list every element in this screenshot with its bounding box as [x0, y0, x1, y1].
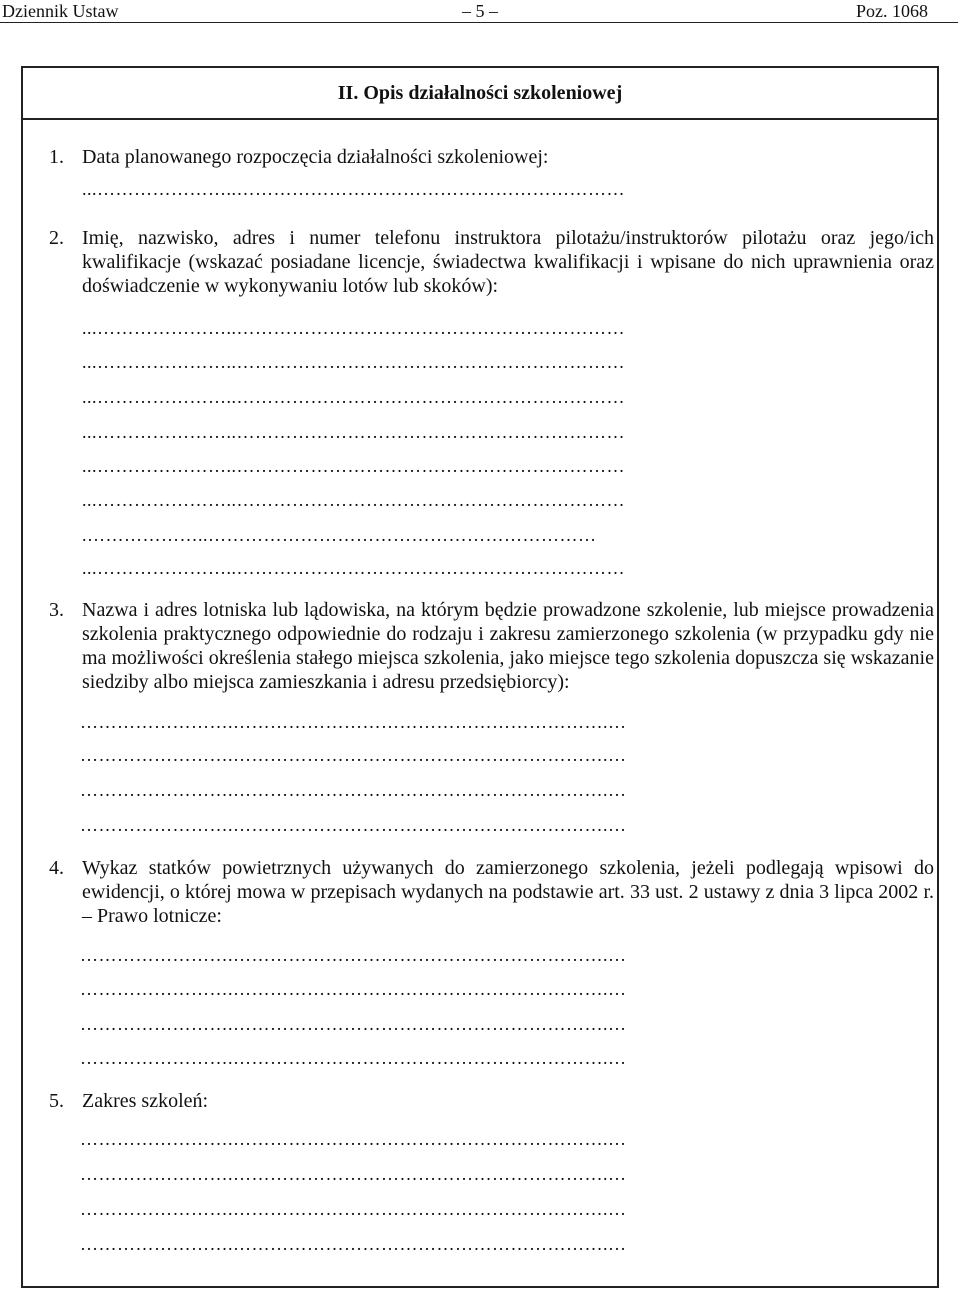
journal-name: Dziennik Ustaw — [2, 1, 119, 21]
item-2-fill-line-3[interactable]: ...…………………..……………………………………………………… — [82, 387, 625, 407]
item-4-number: 4. — [49, 857, 64, 879]
item-4-fill-line-2[interactable]: …………………….…………………………………………………….… — [80, 979, 627, 999]
item-3-fill-line-3[interactable]: …………………….…………………………………………………….… — [80, 780, 627, 800]
section-title: II. Opis działalności szkoleniowej — [337, 82, 623, 104]
item-1-text: Data planowanego rozpoczęcia działalności szkoleniowej: — [82, 146, 549, 168]
item-5-fill-line-4[interactable]: …………………….…………………………………………………….… — [80, 1234, 627, 1254]
item-2-fill-line-6[interactable]: ...…………………..……………………………………………………… — [82, 490, 625, 510]
item-5-fill-line-3[interactable]: …………………….…………………………………………………….… — [80, 1199, 627, 1219]
item-2-number: 2. — [49, 227, 64, 249]
item-4-text: Wykaz statków powietrznych używanych do zamierzonego szkolenia, jeżeli podlegają wpisowi do ewidencji, o której mowa w przepisach wydanych na podstawie art. 33 ust. 2 ustawy z dnia 3 lipca 2002 r. – Prawo lotnicze: — [82, 857, 934, 927]
item-3-number: 3. — [49, 599, 64, 621]
item-4-fill-line-3[interactable]: …………………….…………………………………………………….… — [80, 1014, 627, 1034]
item-2-fill-line-7[interactable]: .………………..……………………………………………………… — [82, 525, 597, 545]
item-2-text: Imię, nazwisko, adres i numer telefonu instruktora pilotażu/instruktorów pilotażu oraz jego/ich kwalifikacje (wskazać posiadane licencje, świadectwa kwalifikacji i wpisane do nich uprawnienia oraz doświadczenie w wykonywaniu lotów lub skoków): — [82, 227, 934, 297]
title-cell — [23, 68, 937, 120]
item-5-text: Zakres szkoleń: — [82, 1090, 209, 1112]
item-2-fill-line-1[interactable]: ...…………………..……………………………………………………… — [82, 318, 625, 338]
item-3-fill-line-4[interactable]: …………………….…………………………………………………….… — [80, 815, 627, 835]
item-5-fill-line-1[interactable]: …………………….…………………………………………………….… — [80, 1129, 627, 1149]
item-3-fill-line-2[interactable]: …………………….…………………………………………………….… — [80, 745, 627, 765]
item-1-fill-line-1[interactable]: ...…………………..……………………………………………………… — [82, 179, 625, 199]
item-3-fill-line-1[interactable]: …………………….…………………………………………………….… — [80, 712, 627, 732]
item-5-fill-line-2[interactable]: …………………….…………………………………………………….… — [80, 1164, 627, 1184]
header-rule — [0, 22, 958, 23]
item-2-fill-line-4[interactable]: ...…………………..……………………………………………………… — [82, 422, 625, 442]
page-header — [0, 0, 960, 24]
item-2-fill-line-8[interactable]: ...…………………..……………………………………………………… — [82, 558, 625, 578]
item-4-fill-line-4[interactable]: …………………….…………………………………………………….… — [80, 1048, 627, 1068]
page-number: – 5 – — [462, 1, 498, 21]
item-1-number: 1. — [49, 146, 64, 168]
item-4-fill-line-1[interactable]: …………………….…………………………………………………….… — [80, 945, 627, 965]
item-5-number: 5. — [49, 1090, 64, 1112]
position-number: Poz. 1068 — [856, 1, 928, 21]
item-3-text: Nazwa i adres lotniska lub lądowiska, na którym będzie prowadzone szkolenie, lub miejsce prowadzenia szkolenia praktycznego odpowiednie do rodzaju i zakresu zamierzonego szkolenia (w przypadku gdy nie ma możliwości określenia stałego miejsca szkolenia, jako miejsce tego szkolenia dopuszcza się wskazanie siedziby albo miejsca zamieszkania i adresu przedsiębiorcy): — [82, 599, 934, 693]
item-2-fill-line-2[interactable]: ...…………………..……………………………………………………… — [82, 352, 625, 372]
item-2-fill-line-5[interactable]: ...…………………..……………………………………………………… — [82, 456, 625, 476]
